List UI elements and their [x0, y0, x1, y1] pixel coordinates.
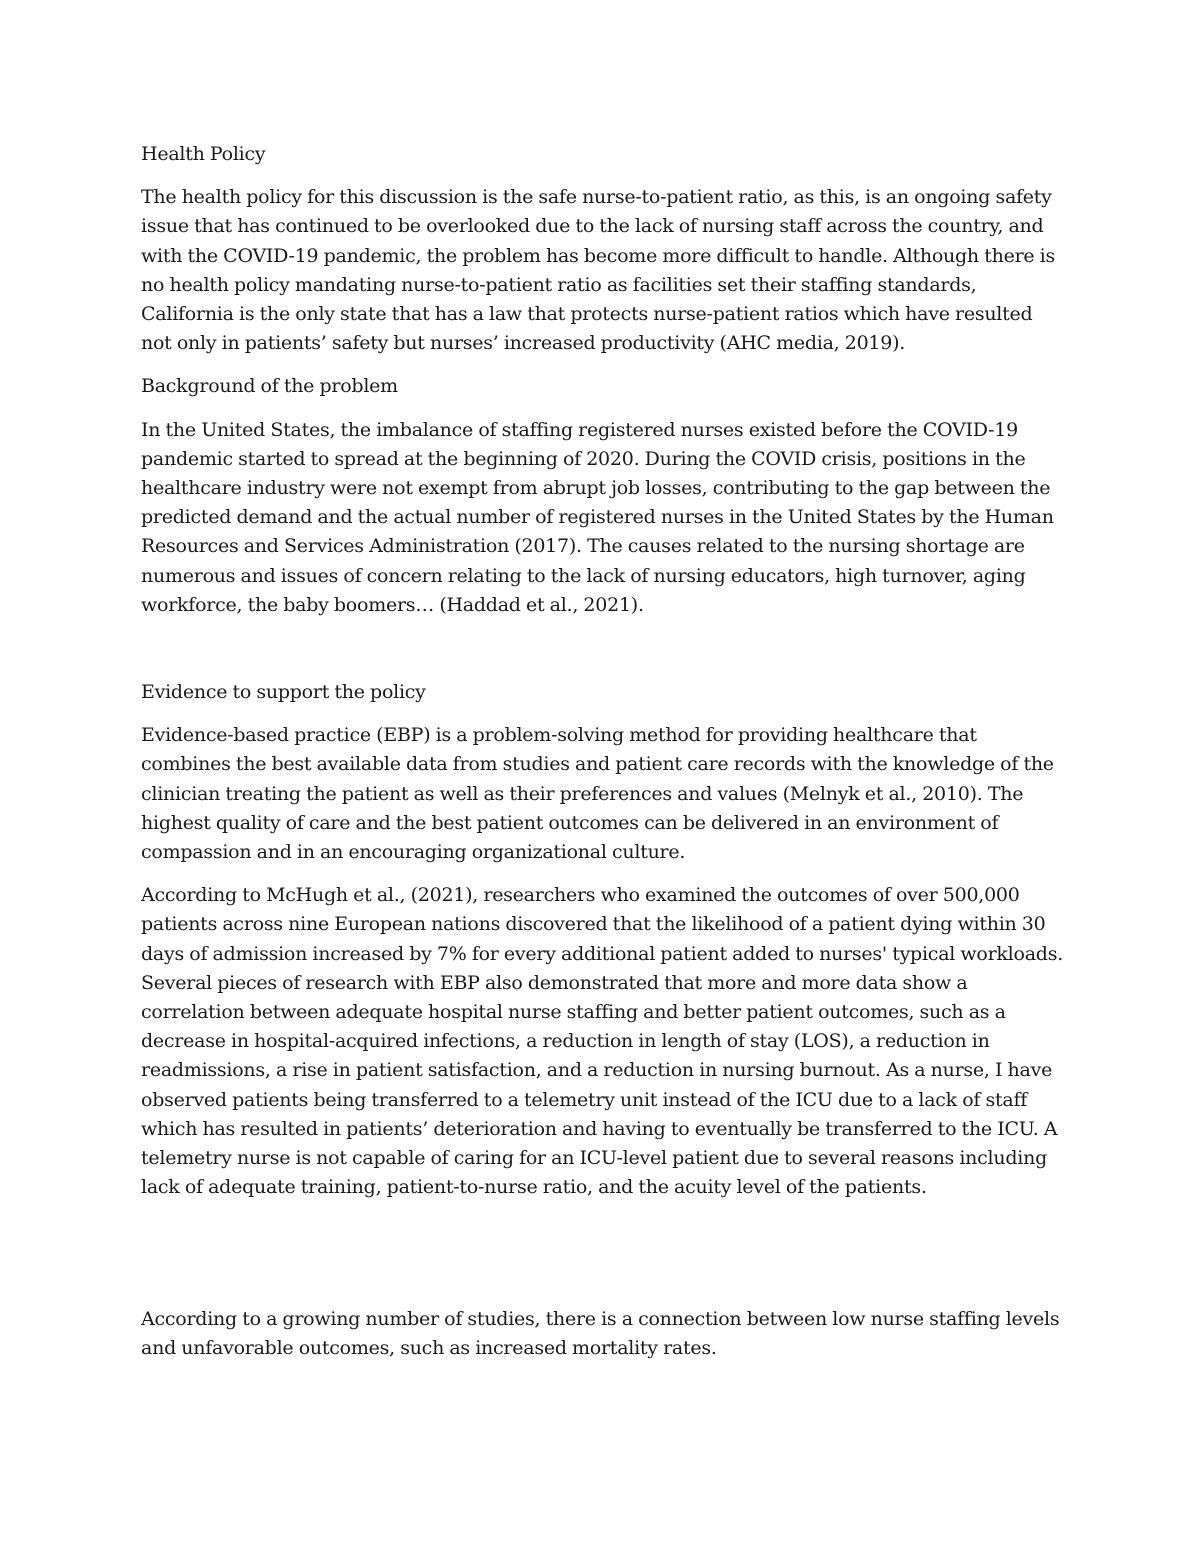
- heading-background: Background of the problem: [141, 375, 398, 398]
- blank-lines: [141, 1217, 1066, 1305]
- paragraph-health-policy: The health policy for this discussion is the safe nurse-to-patient ratio, as this, is an ongoing safety issue that has continued to be overlooked due to the lack of nursing staff across the country, and with the COVID-19 pandemic, the problem has become more difficult to handle. Although there is no health policy mandating nurse-to-patient ratio as facilities set their staffing standards, California is the only state that has a law that protects nurse-patient ratios which have resulted not only in patients’ safety but nurses’ increased productivity (AHC media, 2019).: [141, 186, 1056, 355]
- paragraph-background: In the United States, the imbalance of staffing registered nurses existed before the COVID-19 pandemic started to spread at the beginning of 2020. During the COVID crisis, positions in the healthcare industry were not exempt from abrupt job losses, contributing to the gap between the predicted demand and the actual number of registered nurses in the United States by the Human Resources and Services Administration (2017). The causes related to the nursing shortage are numerous and issues of concern relating to the lack of nursing educators, high turnover, aging workforce, the baby boomers… (Haddad et al., 2021).: [141, 418, 1054, 616]
- heading-evidence: Evidence to support the policy: [141, 681, 426, 704]
- paragraph-evidence-ebp: Evidence-based practice (EBP) is a problem-solving method for providing healthcare that combines the best available data from studies and patient care records with the knowledge of the clinician treating the patient as well as their preferences and values (Melnyk et al., 2010). The highest quality of care and the best patient outcomes can be delivered in an environment of compassion and in an encouraging organizational culture.: [141, 724, 1054, 864]
- heading-health-policy: Health Policy: [141, 143, 266, 165]
- document-body: [141, 140, 1066, 1377]
- blank-line: [141, 634, 1066, 678]
- paragraph-evidence-mchugh: According to McHugh et al., (2021), researchers who examined the outcomes of over 500,000 patients across nine European nations discovered that the likelihood of a patient dying within 30 days of admission increased by 7% for every additional patient added to nurses' typical workloads. Several pieces of research with EBP also demonstrated that more and more data show a correlation between adequate hospital nurse staffing and better patient outcomes, such as a decrease in hospital-acquired infections, a reduction in length of stay (LOS), a reduction in readmissions, a rise in patient satisfaction, and a reduction in nursing burnout. As a nurse, I have observed patients being transferred to a telemetry unit instead of the ICU due to a lack of staff which has resulted in patients’ deterioration and having to eventually be transferred to the ICU. A telemetry nurse is not capable of caring for an ICU-level patient due to several reasons including lack of adequate training, patient-to-nurse ratio, and the acuity level of the patients.: [141, 884, 1063, 1199]
- paragraph-evidence-studies: According to a growing number of studies, there is a connection between low nurse staffing levels and unfavorable outcomes, such as increased mortality rates.: [141, 1307, 1060, 1359]
